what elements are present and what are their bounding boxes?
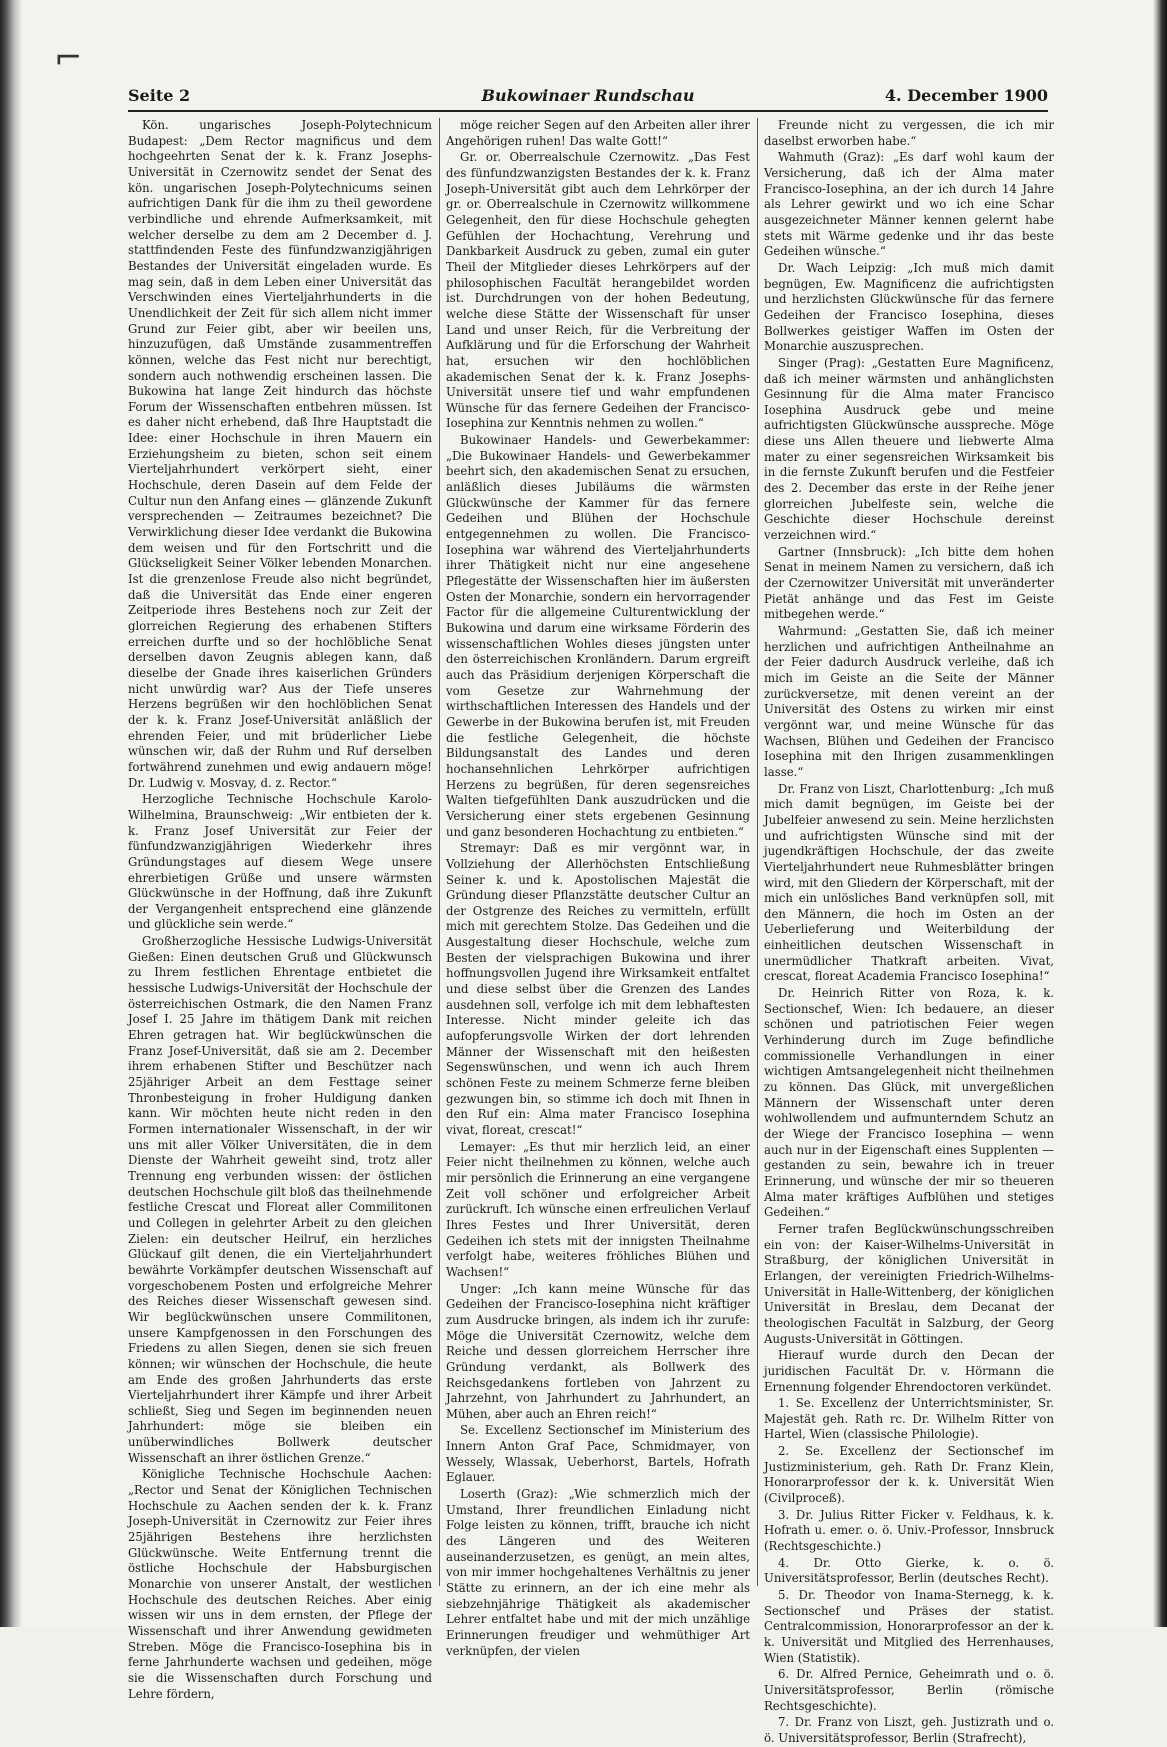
paragraph: Bukowinaer Handels- und Gewerbekammer: „Die Bukowinaer Handels- und Gewerbekammer beehrt sich, den akademischen Senat zu ersuchen, anläßlich dieses Jubiläums die wärmsten Glückwünsche der Kammer für das fernere Gedeihen und Blühen der Hochschule entgegennehmen zu wollen. Die Francisco-Iosephina war während des Vierteljahrhunderts ihrer Thätigkeit nicht nur eine angesehene Pflegestätte der Wissenschaften hier im äußersten Osten der Monarchie, sondern ein hervorragender Factor für die allgemeine Culturentwicklung der Bukowina und darum eine wirksame Förderin des wissenschaftlichen Wohles dieses jüngsten unter den österreichischen Kronländern. Darum ergreift auch das Präsidium derjenigen Körperschaft die vom Gesetze zur Wahrnehmung der wirthschaftlichen Interessen des Handels und der Gewerbe in der Bukowina berufen ist, mit Freuden die festliche Gelegenheit, die höchste Bildungsanstalt des Landes und deren hochansehnlichen Lehrkörper aufrichtigen Herzens zu begrüßen, für deren segensreiches Walten tiefgefühlten Dank auszudrücken und die Versicherung einer stets ergebenen Gesinnung und ganz besonderen Hochachtung zu entbieten.“: [446, 433, 750, 839]
paragraph: Königliche Technische Hochschule Aachen: „Rector und Senat der Königlichen Technischen Hochschule zu Aachen senden der k. k. Franz Joseph-Universität in Czernowitz zur Feier ihres 25jährigen Bestehens ihre herzlichsten Glückwünsche. Weite Entfernung trennt die östliche Hochschule der Habsburgischen Monarchie von unserer Anstalt, der westlichen Hochschule des deutschen Reiches. Aber einig wissen wir uns in dem ernsten, der Pflege der Wissenschaft und ihrer Anwendung gewidmeten Streben. Möge die Francisco-Iosephina bis in ferne Jahrhunderte wachsen und gedeihen, möge sie die Wissenschaften durch Forschung und Lehre fördern,: [128, 1467, 432, 1701]
paragraph: Gartner (Innsbruck): „Ich bitte dem hohen Senat in meinem Namen zu versichern, daß ich der Czernowitzer Universität mit unveränderter Pietät anhänge und das Fest im Geiste mitbegehen werde.“: [764, 544, 1054, 622]
paragraph: Loserth (Graz): „Wie schmerzlich mich der Umstand, Ihrer freundlichen Einladung nicht Folge leisten zu können, trifft, brauche ich nicht des Längeren und des Weiteren auseinanderzusetzen, es genügt, an mein altes, von mir immer hochgehaltenes Verhältnis zu jener Stätte zu erinnern, an der ich eine mehr als siebzehnjährige Thätigkeit als akademischer Lehrer entfaltet habe und mit der mich unzählige Erinnerungen freudiger und wehmüthiger Art verknüpfen, der vielen: [446, 1487, 750, 1658]
paragraph: Kön. ungarisches Joseph-Polytechnicum Budapest: „Dem Rector magnificus und dem hochgeehrten Senat der k. k. Franz Josephs-Universität in Czernowitz sendet der Senat des kön. ungarischen Joseph-Polytechnicums seinen aufrichtigen Dank für die ihm zu theil gewordene verbindliche und ehrende Aufmerksamkeit, mit welcher derselbe zu dem am 2 December d. J. stattfindenden Feste des fünfundzwanzigjährigen Bestandes der Universität eingeladen wurde. Es mag sein, daß in dem Leben einer Universität das Verschwinden eines Vierteljahrhunderts in die Unendlichkeit der Zeit für sich allem nicht immer Grund zur Feier gibt, aber wir beeilen uns, hinzuzufügen, daß Umstände zusammentreffen können, welche das Fest nicht nur berechtigt, sondern auch nothwendig erscheinen lassen. Die Bukowina hat lange Zeit hindurch das höchste Forum der Wissenschaften entbehren müssen. Ist es daher nicht erhebend, daß Ihre Hauptstadt die Idee: einer Hochschule in ihren Mauern ein Erziehungsheim zu bieten, schon seit einem Vierteljahrhundert verkörpert sieht, einer Hochschule, deren Dasein auf dem Felde der Cultur nun den Anfang eines — glänzende Zukunft versprechenden — Zeitraumes bezeichnet? Die Verwirklichung dieser Idee verdankt die Bukowina dem weisen und für den Fortschritt und die Glückseligkeit Seiner Völker lebenden Monarchen. Ist die grenzenlose Freude also nicht begründet, daß die Universität das Ende einer engeren Zeitperiode ihres Bestehens noch zur Zeit der glorreichen Regierung des erhabenen Stifters erreichen durfte und so der hochlöbliche Senat derselben davon Zeugnis ablegen kann, daß dieselbe der Gnade ihres kaiserlichen Gründers nicht unwürdig war? Aus der Tiefe unseres Herzens begrüßen wir den hochlöblichen Senat der k. k. Franz Josef-Universität anläßlich der ehrenden Feier, und mit brüderlicher Liebe wünschen wir, daß der Ruhm und Ruf derselben fortwährend zunehmen und ewig andauern möge! Dr. Ludwig v. Mosvay, d. z. Rector.“: [128, 118, 432, 790]
column-rule: [439, 118, 440, 1586]
paragraph: Singer (Prag): „Gestatten Eure Magnificenz, daß ich meiner wärmsten und anhänglichsten Gesinnung für die Alma mater Francisco Iosephina Ausdruck gebe und meine aufrichtigsten Glückwünsche ausspreche. Möge diese uns Allen theuere und liebwerte Alma mater zu einer segensreichen Wirksamkeit bis in die fernste Zukunft berufen und die Festfeier des 2. December das erste in der Reihe jener glorreichen Jubelfeste sein, welche die Geschichte dieser Hochschule dereinst verzeichnen wird.“: [764, 355, 1054, 543]
paragraph: Ferner trafen Beglückwünschungsschreiben ein von: der Kaiser-Wilhelms-Universität in Straßburg, der königlichen Universität in Erlangen, der vereinigten Friedrich-Wilhelms-Universität in Halle-Wittenberg, der königlichen Universität in Breslau, dem Decanat der theologischen Facultät in Salzburg, der Georg Augusts-Universität in Göttingen.: [764, 1221, 1054, 1346]
paragraph: Wahmuth (Graz): „Es darf wohl kaum der Versicherung, daß ich der Alma mater Francisco-Iosephina, an der ich durch 14 Jahre als Lehrer gewirkt und wo ich eine Schar ausgezeichneter Männer kennen gelernt habe stets mit Wärme gedenke und ihr das beste Gedeihen wünsche.“: [764, 150, 1054, 259]
paragraph: 2. Se. Excellenz der Sectionschef im Justizministerium, geh. Rath Dr. Franz Klein, Honorarprofessor der k. k. Universität Wien (Civilproceß).: [764, 1444, 1054, 1506]
paragraph: Wahrmund: „Gestatten Sie, daß ich meiner herzlichen und aufrichtigen Antheilnahme an der Feier dadurch Ausdruck verleihe, daß ich mich im Geiste an die Seite der Männer zurückversetze, mit denen vereint an der Universität des Ostens zu wirken mir einst vergönnt war, und meine Wünsche für das Wachsen, Blühen und Gedeihen der Francisco Iosephina mit den Ihrigen zusammenklingen lasse.“: [764, 624, 1054, 779]
paragraph: 7. Dr. Franz von Liszt, geh. Justizrath und o. ö. Universitätsprofessor, Berlin (Strafrecht),: [764, 1715, 1054, 1745]
column-2: [446, 118, 750, 1658]
column-1: [128, 118, 432, 1701]
paragraph: Unger: „Ich kann meine Wünsche für das Gedeihen der Francisco-Iosephina nicht kräftiger zum Ausdrucke bringen, als indem ich ihr zurufe: Möge die Universität Czernowitz, welche dem Reiche und dessen glorreichem Herrscher ihre Gründung verdankt, als Bollwerk des Reichsgedankens fortleben von Jahrzent zu Jahrzehnt, von Jahrhundert zu Jahrhundert, an Mühen, aber auch an Ehren reich!“: [446, 1281, 750, 1421]
paragraph: 4. Dr. Otto Gierke, k. o. ö. Universitätsprofessor, Berlin (deutsches Recht).: [764, 1555, 1054, 1586]
paragraph: 6. Dr. Alfred Pernice, Geheimrath und o. ö. Universitätsprofessor, Berlin (römische Rechtsgeschichte).: [764, 1667, 1054, 1713]
paragraph: Hierauf wurde durch den Decan der juridischen Facultät Dr. v. Hörmann die Ernennung folgender Ehrendoctoren verkündet.: [764, 1348, 1054, 1394]
paragraph: Dr. Wach Leipzig: „Ich muß mich damit begnügen, Ew. Magnificenz die aufrichtigsten und herzlichsten Glückwünsche für das fernere Gedeihen der Francisco Iosephina, dieses Bollwerkes geistiger Waffen im Osten der Monarchie auszusprechen.: [764, 260, 1054, 354]
paragraph: 3. Dr. Julius Ritter Ficker v. Feldhaus, k. k. Hofrath u. emer. o. ö. Univ.-Professor, Innsbruck (Rechtsgeschichte.): [764, 1507, 1054, 1554]
paragraph: 1. Se. Excellenz der Unterrichtsminister, Sr. Majestät geh. Rath rc. Dr. Wilhelm Ritter von Hartel, Wien (classische Philologie).: [764, 1396, 1054, 1442]
paragraph: Dr. Heinrich Ritter von Roza, k. k. Sectionschef, Wien: Ich bedauere, an dieser schönen und patriotischen Feier wegen Verhinderung durch im Zuge befindliche commissionelle Verhandlungen in einer wichtigen Amtsangelegenheit nicht theilnehmen zu können. Das Glück, mit unvergeßlichen Männern der Wissenschaft unter deren wohlwollendem und aufmunterndem Schutz an der Wiege der Francisco Iosephina — wenn auch nur in der Eigenschaft eines Supplenten — gestanden zu sein, bewahre ich in treuer Erinnerung, und wünsche der mir so theueren Alma mater kräftiges Aufblühen und stetiges Gedeihen.“: [764, 986, 1054, 1220]
paragraph: Herzogliche Technische Hochschule Karolo-Wilhelmina, Braunschweig: „Wir entbieten der k. k. Franz Josef Universität zur Feier der fünfundzwanzigjährigen Wiederkehr ihres Gründungstages auf diesem Wege unsere ehrerbietigen Grüße und unsere wärmsten Glückwünsche in der Hoffnung, daß ihre Zukunft der Vergangenheit entsprechend eine glänzende und glückliche sein werde.“: [128, 792, 432, 932]
paragraph: 5. Dr. Theodor von Inama-Sternegg, k. k. Sectionschef und Präses der statist. Centralcommission, Honorarprofessor an der k. k. Universität und Mitglied des Herrenhauses, Wien (Statistik).: [764, 1588, 1054, 1665]
column-rule: [757, 118, 758, 1586]
paragraph: Großherzogliche Hessische Ludwigs-Universität Gießen: Einen deutschen Gruß und Glückwunsch zu Ihrem festlichen Ehrentage entbietet die hessische Ludwigs-Universität der Hochschule der österreichischen Ostmark, die den Namen Franz Josef I. 25 Jahre im thätigem Dank mit reichen Ehren getragen hat. Wir beglückwünschen die Franz Josef-Universität, daß sie am 2. December ihrem erhabenen Stifter und Beschützer nach 25jähriger Arbeit an dem Festtage seiner Thronbesteigung in froher Huldigung danken kann. Wir möchten heute nicht reden in den Formen internationaler Wissenschaft, in der wir uns mit aller Völker Universitäten, die in dem Dienste der Wahrheit geweiht sind, trotz aller Trennung eng verbunden wissen: der östlichen deutschen Hochschule gilt bloß das theilnehmende festliche Crescat und Floreat aller Commilitonen und Collegen in gelehrter Arbeit zu den gleichen Zielen: ein deutscher Heilruf, ein herzliches Glückauf gilt denen, die ein Vierteljahrhundert bewährte Vorkämpfer deutschen Wissenschaft auf vorgeschobenem Posten und erfolgreiche Mehrer des Reiches dieser Wissenschaft gewesen sind. Wir beglückwünschen unsere Commilitonen, unsere Kampfgenossen in den Forschungen des Friedens zu allen Siegen, denen sie sich freuen können; wir wünschen der Hochschule, die heute am Ende des großen Jahrhunderts das erste Vierteljahrhundert ihrer Kämpfe und ihrer Arbeit schließt, Sieg und Segen im beginnenden neuen Jahrhundert: möge sie bleiben ein unüberwindliches Bollwerk deutscher Wissenschaft an ihrer östlichen Grenze.“: [128, 934, 432, 1465]
newspaper-title: Bukowinaer Rundschau: [481, 86, 695, 105]
paragraph: Lemayer: „Es thut mir herzlich leid, an einer Feier nicht theilnehmen zu können, welche auch mir persönlich die Erinnerung an eine vergangene Zeit voll schöner und erfolgreicher Arbeit zurückruft. Ich wünsche einen erfreulichen Verlauf Ihres Festes und Ihrer Universität, deren Gedeihen ich stets mit der innigsten Theilnahme verfolgt habe, weiteres fröhliches Blühen und Wachsen!“: [446, 1139, 750, 1279]
paragraph: Gr. or. Oberrealschule Czernowitz. „Das Fest des fünfundzwanzigsten Bestandes der k. k. Franz Joseph-Universität gibt auch dem Lehrkörper der gr. or. Oberrealschule in Czernowitz willkommene Gelegenheit, den für diese Hochschule gehegten Gefühlen der Hochachtung, Verehrung und Dankbarkeit Ausdruck zu geben, zumal ein guter Theil der Mitglieder dieses Lehrkörpers auf der philosophischen Facultät herangebildet worden ist. Durchdrungen von der hohen Bedeutung, welche diese Stätte der Wissenschaft für unser Land und unser Reich, für die Verbreitung der Aufklärung und für die Erforschung der Wahrheit hat, ersuchen wir den hochlöblichen akademischen Senat der k. k. Franz Josephs-Universität unsere tief und wahr empfundenen Wünsche für das fernere Gedeihen der Francisco-Iosephina zur Kenntnis nehmen zu wollen.“: [446, 150, 750, 431]
page-header: [128, 84, 1048, 112]
scan-left-edge: [0, 0, 22, 1627]
scan-right-edge: [1153, 0, 1167, 1627]
column-3: [764, 118, 1054, 1745]
paragraph: möge reicher Segen auf den Arbeiten aller ihrer Angehörigen ruhen! Das walte Gott!“: [446, 118, 750, 148]
page-number: Seite 2: [128, 86, 191, 105]
issue-date: 4. December 1900: [884, 86, 1048, 105]
margin-mark-icon: ⌐: [54, 38, 83, 78]
paragraph: Freunde nicht zu vergessen, die ich mir daselbst erworben habe.“: [764, 118, 1054, 148]
paragraph: Stremayr: Daß es mir vergönnt war, in Vollziehung der Allerhöchsten Entschließung Seiner k. und k. Apostolischen Majestät die Gründung dieser Pflanzstätte deutscher Cultur an der Ostgrenze des Reiches zu vermitteln, erfüllt mich mit gerechtem Stolze. Das Gedeihen und die Ausgestaltung dieser Hochschule, welche zum Besten der vielsprachigen Bukowina und ihrer hoffnungsvollen Jugend ihre Wirksamkeit entfaltet und diese selbst über die Grenzen des Landes ausdehnen soll, verfolge ich mit dem lebhaftesten Interesse. Nicht minder geleite ich das aufopferungsvolle Wirken der dort lehrenden Männer der Wissenschaft mit den heißesten Segenswünschen, und wenn ich auch Ihrem schönen Feste zu meinem Schmerze ferne bleiben gezwungen bin, so stimme ich doch mit Ihnen in den Ruf ein: Alma mater Francisco Iosephina vivat, floreat, crescat!“: [446, 841, 750, 1137]
paragraph: Se. Excellenz Sectionschef im Ministerium des Innern Anton Graf Pace, Schmidmayer, von Wessely, Wlassak, Ueberhorst, Bartels, Hofrath Eglauer.: [446, 1423, 750, 1485]
paragraph: Dr. Franz von Liszt, Charlottenburg: „Ich muß mich damit begnügen, im Geiste bei der Jubelfeier anwesend zu sein. Meine herzlichsten und aufrichtigsten Wünsche sind mit der jugendkräftigen Hochschule, der das zweite Vierteljahrhundert neue Ruhmesblätter bringen wird, mit den Gliedern der Körperschaft, mit der mich ein unlösliches Band verknüpfen soll, mit den Männern, die hoch im Osten an der Ueberlieferung und Weiterbildung der einheitlichen deutschen Wissenschaft in unermüdlicher Thatkraft arbeiten. Vivat, crescat, floreat Academia Francisco Iosephina!“: [764, 781, 1054, 984]
